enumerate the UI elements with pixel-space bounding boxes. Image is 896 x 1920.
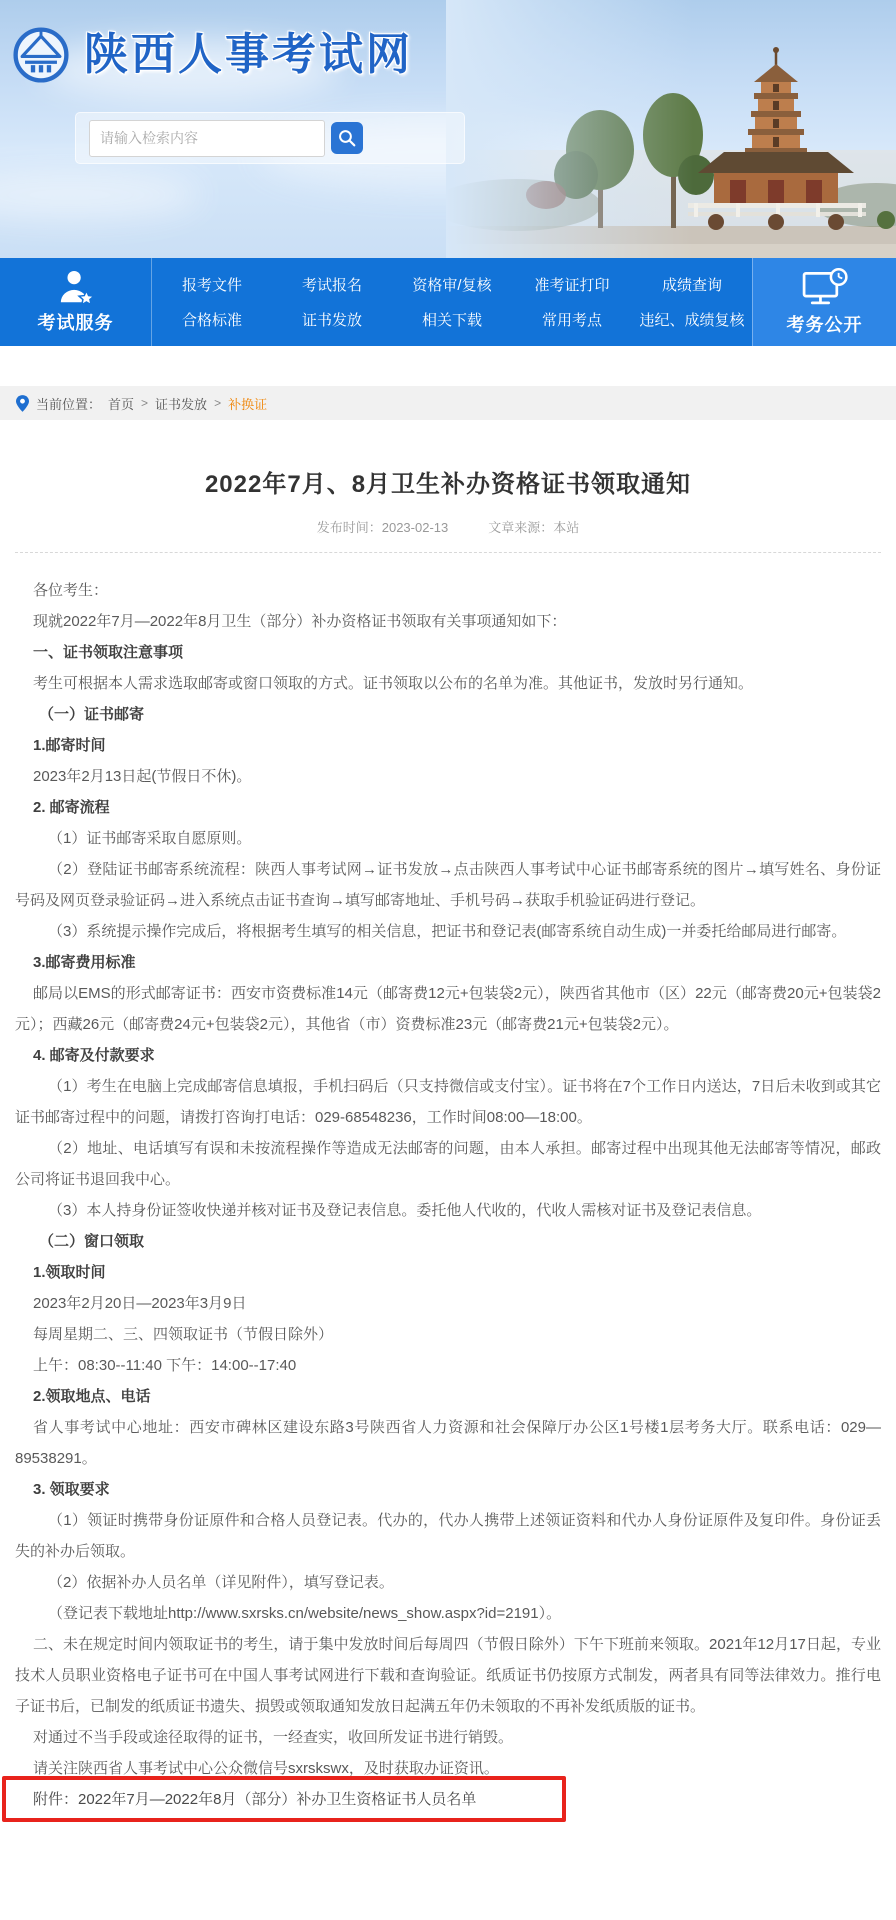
- article-paragraph: 每周星期二、三、四领取证书（节假日除外）: [33, 1326, 334, 1343]
- site-logo-icon: [12, 26, 70, 84]
- article-paragraph: 对通过不当手段或途径取得的证书，一经查实，收回所发证书进行销毁。: [33, 1729, 514, 1746]
- main-nav: [0, 258, 896, 346]
- cloud-decoration: [0, 170, 200, 220]
- nav-column: [632, 258, 752, 346]
- title-divider: [15, 552, 881, 553]
- brand: [12, 26, 413, 84]
- article-paragraph: 3.邮寄费用标准: [33, 954, 136, 971]
- nav-links: [152, 258, 752, 346]
- nav-link-hege-biaozhun[interactable]: 合格标准: [181, 312, 242, 329]
- nav-column: [512, 258, 632, 346]
- article-body: [15, 575, 881, 1815]
- article-paragraph: 二、未在规定时间内领取证书的考生，请于集中发放时间后每周四（节假日除外）下午下班前来领取。2021年12月17日起，专业技术人员职业资格电子证书可在中国人事考试网进行下载和查询验证。纸质证书仍按原方式制发，两者具有同等法律效力。推行电子证书后，已制发的纸质证书遗失、损毁或领取通知发放日起满五年仍未领取的不再补发纸质版的证书。: [15, 1636, 881, 1715]
- article-paragraph: （登记表下载地址http://www.sxrsks.cn/website/news_show.aspx?id=2191）。: [48, 1605, 562, 1622]
- nav-link-zhunkaozheng-dayin[interactable]: 准考证打印: [534, 277, 610, 294]
- breadcrumb-home[interactable]: 首页: [108, 396, 135, 412]
- location-pin-icon: [16, 395, 29, 412]
- article-paragraph: 4. 邮寄及付款要求: [33, 1047, 155, 1064]
- person-star-icon: [55, 270, 97, 306]
- article-paragraph: 3. 领取要求: [33, 1481, 110, 1498]
- search-panel: [75, 112, 465, 164]
- nav-link-weiji-chengji-fuhe[interactable]: 违纪、成绩复核: [639, 312, 745, 329]
- article-paragraph: 1.邮寄时间: [33, 737, 106, 754]
- breadcrumb-separator: >: [214, 396, 222, 410]
- search-icon: [337, 128, 357, 148]
- article-paragraph: （2）地址、电话填写有误和未按流程操作等造成无法邮寄的问题，由本人承担。邮寄过程中出现其他无法邮寄等情况，邮政公司将证书退回我中心。: [15, 1140, 881, 1188]
- nav-link-baokao-wenjian[interactable]: 报考文件: [181, 277, 242, 294]
- nav-link-kaoshi-baoming[interactable]: 考试报名: [301, 277, 362, 294]
- nav-link-changyong-kaodian[interactable]: 常用考点: [541, 312, 602, 329]
- article-paragraph: （3）系统提示操作完成后，将根据考生填写的相关信息，把证书和登记表(邮寄系统自动生成)一并委托给邮局进行邮寄。: [48, 923, 847, 940]
- article-paragraph: 2.领取地点、电话: [33, 1388, 151, 1405]
- article-paragraph: （2）登陆证书邮寄系统流程：陕西人事考试网→证书发放→点击陕西人事考试中心证书邮寄系统的图片→填写姓名、身份证号码及网页登录验证码→进入系统点击证书查询→填写邮寄地址、手机号码→获取手机验证码进行登记。: [15, 861, 881, 909]
- photo-haze-overlay: [446, 0, 896, 258]
- nav-column: [152, 258, 272, 346]
- nav-column: [272, 258, 392, 346]
- breadcrumb-current[interactable]: 补换证: [228, 396, 268, 412]
- breadcrumb-prefix: 当前位置：: [36, 396, 102, 412]
- nav-exam-affairs[interactable]: [752, 258, 896, 346]
- article-paragraph: （1）领证时携带身份证原件和合格人员登记表。代办的，代办人携带上述领证资料和代办人身份证原件及复印件。身份证丢失的补办后领取。: [15, 1512, 881, 1560]
- nav-column: [392, 258, 512, 346]
- article-paragraph: （1）证书邮寄采取自愿原则。: [48, 830, 252, 847]
- article-paragraph: 省人事考试中心地址：西安市碑林区建设东路3号陕西省人力资源和社会保障厅办公区1号楼1层考务大厅。联系电话：029—89538291。: [15, 1419, 881, 1467]
- article-meta: [15, 517, 881, 536]
- article-paragraph: 现就2022年7月—2022年8月卫生（部分）补办资格证书领取有关事项通知如下：: [33, 613, 567, 630]
- monitor-clock-icon: [800, 267, 850, 307]
- search-button[interactable]: [331, 122, 363, 154]
- article-paragraph: 邮局以EMS的形式邮寄证书：西安市资费标准14元（邮寄费12元+包装袋2元），陕西省其他市（区）22元（邮寄费20元+包装袋2元）；西藏26元（邮寄费24元+包装袋2元），其他省（市）资费标准23元（邮寄费21元+包装袋2元）。: [15, 985, 881, 1033]
- article-paragraph: 一、证书领取注意事项: [33, 644, 184, 661]
- nav-link-zhengshu-fafang[interactable]: 证书发放: [301, 312, 362, 329]
- site-title: 陕西人事考试网: [84, 30, 413, 79]
- spacer: [0, 346, 896, 386]
- article-paragraph: （2）依据补办人员名单（详见附件），填写登记表。: [48, 1574, 394, 1591]
- article-paragraph: 考生可根据本人需求选取邮寄或窗口领取的方式。证书领取以公布的名单为准。其他证书，发放时另行通知。: [33, 675, 754, 692]
- article-paragraph: 上午：08:30--11:40 下午：14:00--17:40: [33, 1357, 297, 1374]
- breadcrumb: [0, 386, 896, 420]
- breadcrumb-certificate-issuance[interactable]: 证书发放: [155, 396, 208, 412]
- nav-exam-services-label: 考试服务: [37, 312, 114, 333]
- nav-link-chengji-chaxun[interactable]: 成绩查询: [661, 277, 722, 294]
- article: [0, 464, 896, 1855]
- article-paragraph: 1.领取时间: [33, 1264, 106, 1281]
- header-banner-pagoda-photo: [446, 0, 896, 258]
- article-paragraph: 各位考生：: [33, 582, 109, 599]
- nav-exam-services[interactable]: [0, 258, 152, 346]
- article-title: 2022年7月、8月卫生补办资格证书领取通知: [204, 471, 692, 498]
- nav-exam-affairs-label: 考务公开: [786, 315, 863, 335]
- site-header: [0, 0, 896, 258]
- search-input[interactable]: [89, 120, 325, 157]
- article-paragraph: （二）窗口领取: [39, 1233, 145, 1250]
- article-paragraph: （1）考生在电脑上完成邮寄信息填报，手机扫码后（只支持微信或支付宝）。证书将在7个工作日内送达，7日后未收到或其它证书邮寄过程中的问题，请拨打咨询打电话：029-68548236，工作时间08:00—18:00。: [15, 1078, 881, 1126]
- article-paragraph: 2023年2月13日起(节假日不休)。: [33, 768, 252, 785]
- article-paragraph: 请关注陕西省人事考试中心公众微信号sxrskswx，及时获取办证资讯。: [33, 1760, 499, 1777]
- attachment-link[interactable]: 附件：2022年7月—2022年8月（部分）补办卫生资格证书人员名单: [15, 1784, 881, 1815]
- article-paragraph: （一）证书邮寄: [39, 706, 145, 723]
- article-paragraph: （3）本人持身份证签收快递并核对证书及登记表信息。委托他人代收的，代收人需核对证书及登记表信息。: [48, 1202, 762, 1219]
- nav-link-xiangguan-xiazai[interactable]: 相关下载: [421, 312, 482, 329]
- article-source: 文章来源：本站: [488, 520, 580, 535]
- article-paragraph: 2. 邮寄流程: [33, 799, 110, 816]
- nav-link-zige-shen-fuhe[interactable]: 资格审/复核: [412, 277, 492, 294]
- breadcrumb-separator: >: [141, 396, 149, 410]
- article-paragraph: 2023年2月20日—2023年3月9日: [33, 1295, 247, 1312]
- publish-date: 发布时间：2023-02-13: [316, 520, 449, 535]
